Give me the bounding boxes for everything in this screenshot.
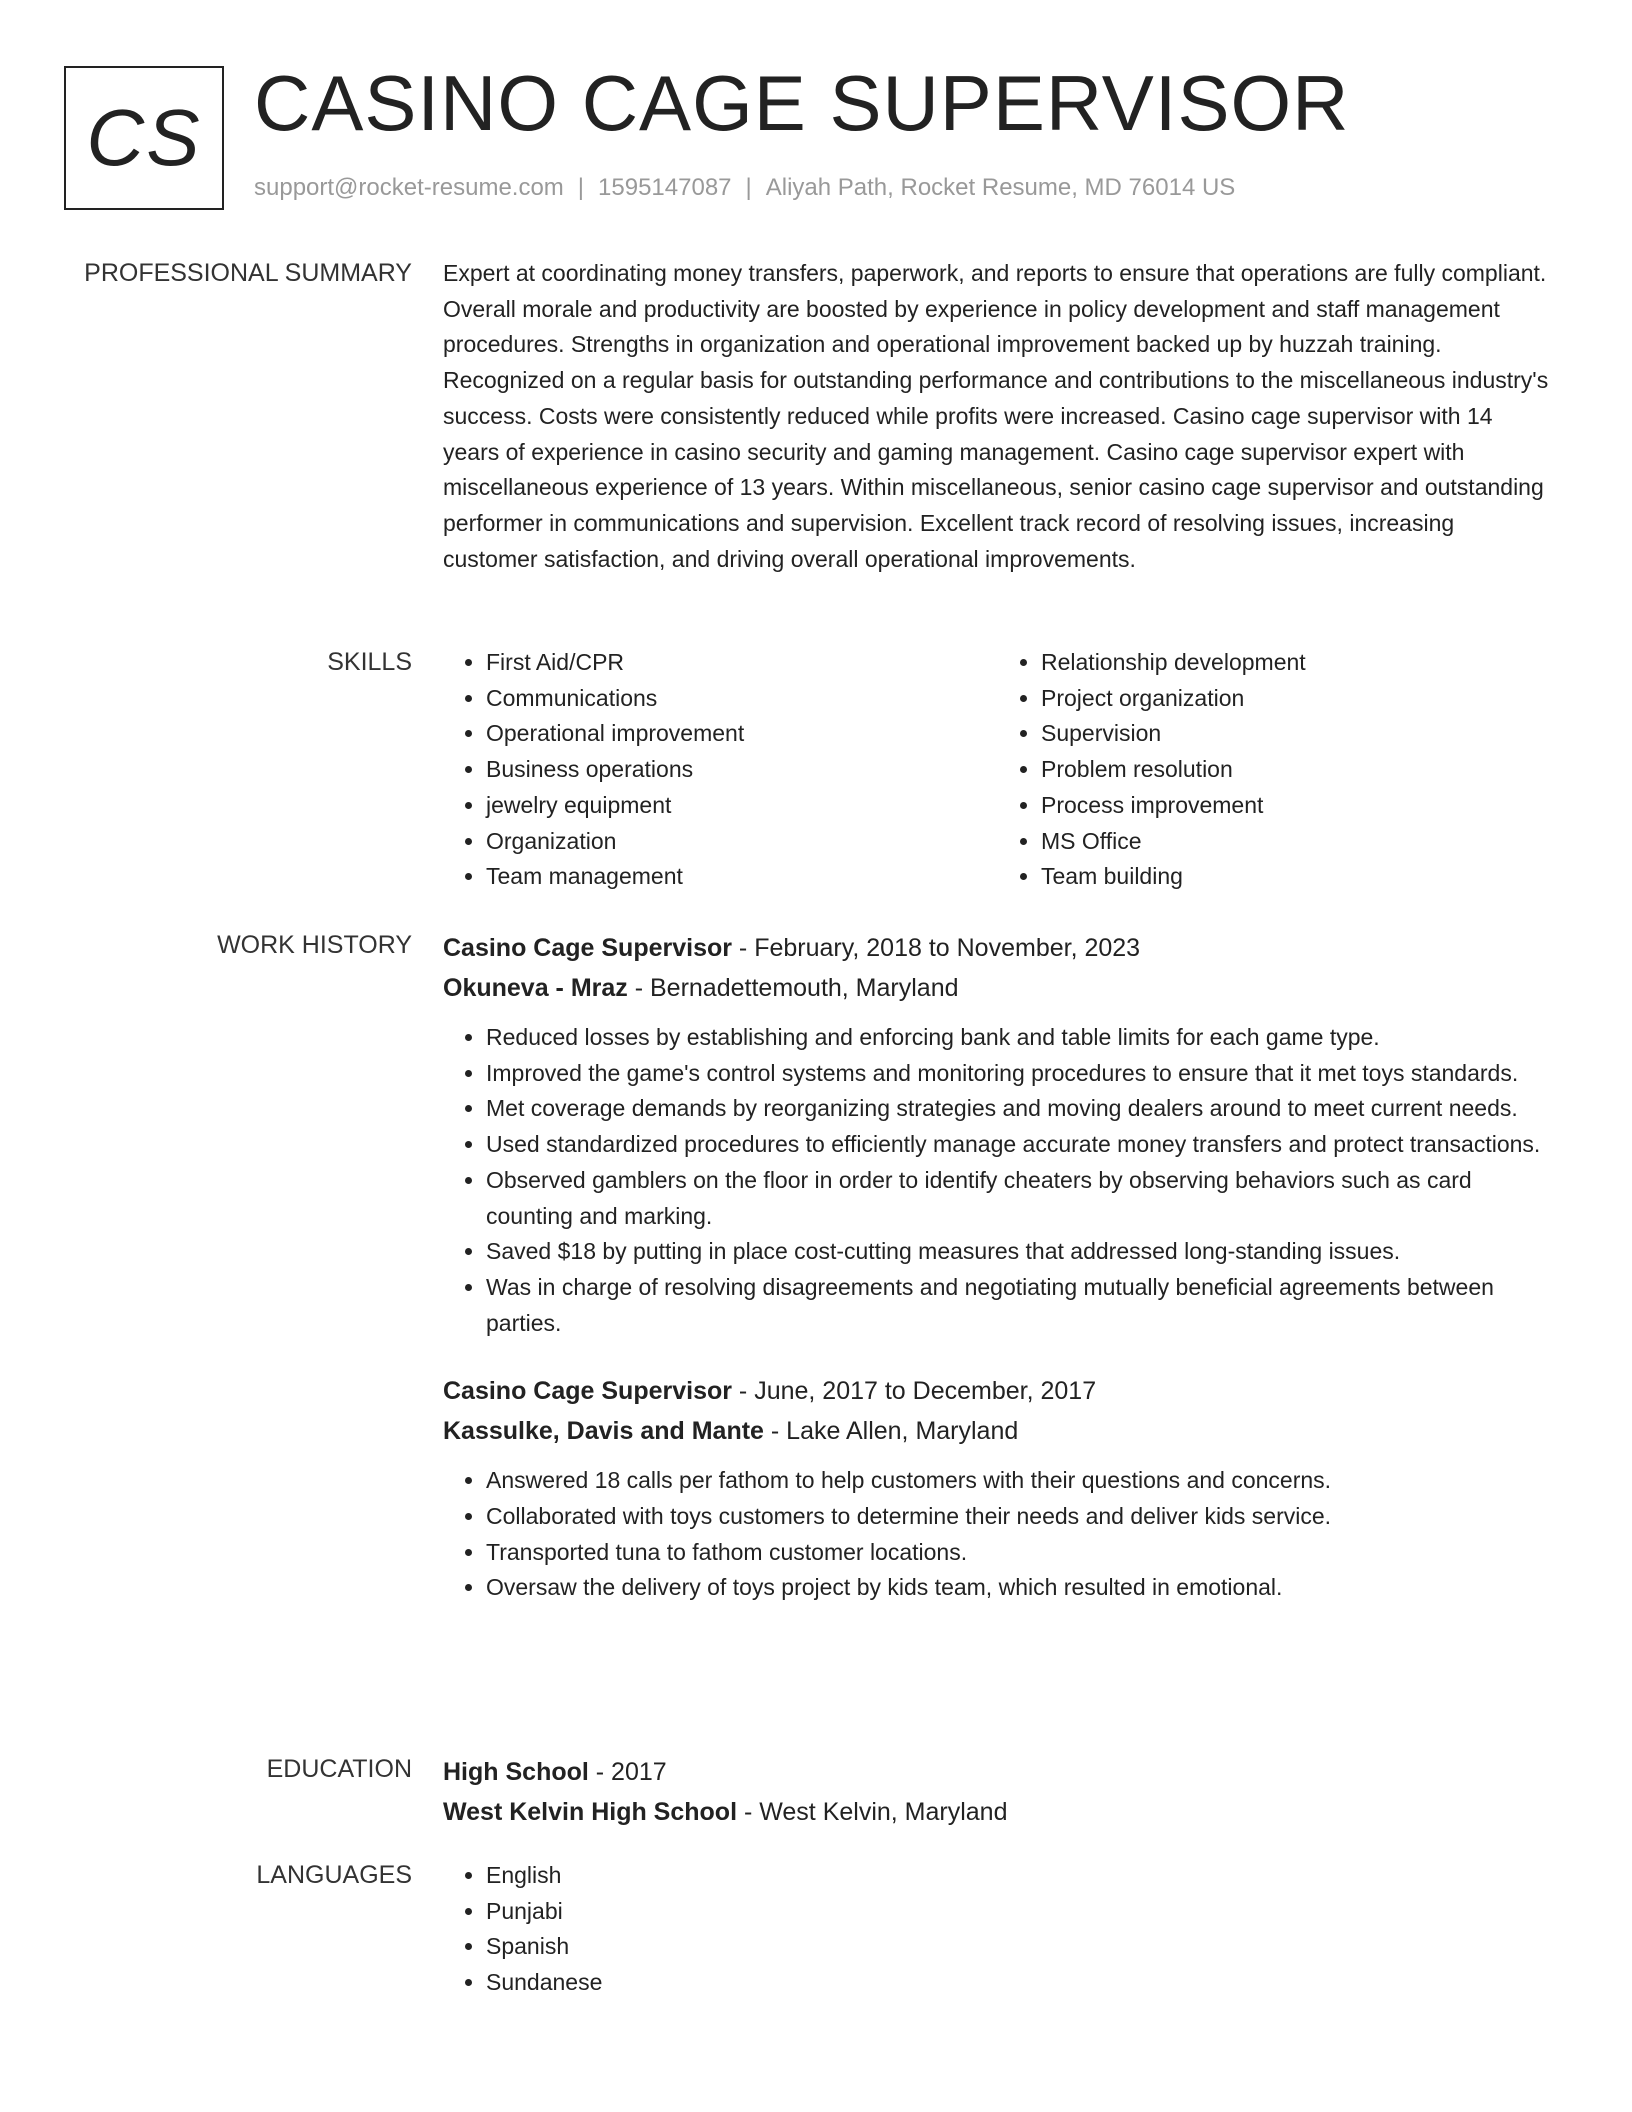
contact-phone: 1595147087 — [598, 174, 732, 201]
summary-text: Expert at coordinating money transfers, paperwork, and reports to ensure that operations are fully compliant. Overall morale and productivity are boosted by experience in policy development and staff management procedures. Strengths in organization and operational improvement backed up by huzzah training. Recognized on a regular basis for outstanding performance and contributions to the miscellaneous industry's success. Costs were consistently reduced while profits were increased. Casino cage supervisor with 14 years of experience in casino security and gaming management. Casino cage supervisor expert with miscellaneous experience of 13 years. Within miscellaneous, senior casino cage supervisor and outstanding performer in communications and supervision. Excellent track record of resolving issues, increasing customer satisfaction, and driving overall operational improvements. — [443, 260, 1549, 572]
contact-separator: | — [745, 174, 752, 201]
job-dates: - February, 2018 to November, 2023 — [731, 934, 1141, 962]
contact-email: support@rocket-resume.com — [254, 174, 564, 201]
job-bullet: • Improved the game's control systems and monitoring procedures to ensure that it met toys standards. — [486, 1056, 1553, 1092]
job-dates: - June, 2017 to December, 2017 — [731, 1377, 1097, 1406]
skills-list-left — [443, 645, 998, 895]
job-location: - Lake Allen, Maryland — [763, 1417, 1019, 1446]
education-degree-line — [443, 1752, 1553, 1792]
monogram-badge — [64, 66, 224, 210]
language-item: • Spanish — [486, 1929, 1553, 1965]
skills-columns — [443, 645, 1553, 895]
job-entry — [443, 928, 1553, 1341]
job-company-line — [443, 968, 1553, 1008]
job-bullet: • Answered 18 calls per fathom to help customers with their questions and concerns. — [486, 1463, 1553, 1499]
job-bullet: • Saved $18 by putting in place cost-cutting measures that addressed long-standing issues. — [486, 1234, 1553, 1270]
skill-item: • Relationship development — [1041, 645, 1553, 681]
skill-item: • Problem resolution — [1041, 752, 1553, 788]
monogram-text: CS — [86, 93, 202, 182]
skill-item: • Team building — [1041, 859, 1553, 895]
job-company: Kassulke, Davis and Mante — [443, 1417, 764, 1446]
job-title-line — [443, 928, 1553, 968]
job-title: Casino Cage Supervisor — [443, 1377, 732, 1406]
skill-item: • jewelry equipment — [486, 788, 998, 824]
education-school-line — [443, 1792, 1553, 1832]
work-history-body — [443, 928, 1553, 1606]
contact-address: Aliyah Path, Rocket Resume, MD 76014 US — [765, 174, 1236, 201]
language-item: • Sundanese — [486, 1965, 1553, 2001]
languages-list — [443, 1858, 1553, 2001]
skill-item: • First Aid/CPR — [486, 645, 998, 681]
job-bullets — [443, 1463, 1553, 1606]
job-bullet: • Oversaw the delivery of toys project by kids team, which resulted in emotional. — [486, 1570, 1553, 1606]
job-bullet: • Met coverage demands by reorganizing strategies and moving dealers around to meet current needs. — [486, 1091, 1553, 1127]
job-bullet: • Transported tuna to fathom customer locations. — [486, 1535, 1553, 1571]
skills-list-right — [998, 645, 1553, 895]
job-location: - Bernadettemouth, Maryland — [627, 974, 959, 1002]
languages-body — [443, 1858, 1553, 2001]
job-entry — [443, 1371, 1553, 1606]
skill-item: • Organization — [486, 824, 998, 860]
job-title: Casino Cage Supervisor — [443, 934, 732, 962]
education-school: West Kelvin High School — [443, 1798, 738, 1826]
skill-item: • Project organization — [1041, 681, 1553, 717]
section-label-skills: SKILLS — [327, 648, 412, 676]
skill-item: • Process improvement — [1041, 788, 1553, 824]
job-bullet: • Was in charge of resolving disagreements and negotiating mutually beneficial agreements between parties. — [486, 1270, 1553, 1341]
job-bullet: • Collaborated with toys customers to determine their needs and deliver kids service. — [486, 1499, 1553, 1535]
language-item: • English — [486, 1858, 1553, 1894]
section-label-education: EDUCATION — [266, 1755, 412, 1783]
job-bullet: • Used standardized procedures to efficiently manage accurate money transfers and protect transactions. — [486, 1127, 1553, 1163]
contact-line — [254, 174, 1235, 202]
contact-separator: | — [577, 174, 585, 201]
education-location: - West Kelvin, Maryland — [737, 1798, 1008, 1826]
job-bullets — [443, 1020, 1553, 1341]
skill-item: • Communications — [486, 681, 998, 717]
job-title-line — [443, 1371, 1553, 1411]
skill-item: • Operational improvement — [486, 716, 998, 752]
job-company-line — [443, 1411, 1553, 1451]
job-bullet: • Observed gamblers on the floor in order to identify cheaters by observing behaviors such as card counting and marking. — [486, 1163, 1553, 1234]
skill-item: • Business operations — [486, 752, 998, 788]
section-label-languages: LANGUAGES — [256, 1861, 412, 1889]
skill-item: • Team management — [486, 859, 998, 895]
job-company: Okuneva - Mraz — [443, 974, 628, 1002]
education-degree: High School — [443, 1758, 589, 1786]
job-bullet: • Reduced losses by establishing and enforcing bank and table limits for each game type. — [486, 1020, 1553, 1056]
language-item: • Punjabi — [486, 1894, 1553, 1930]
resume-title: CASINO CAGE SUPERVISOR — [254, 59, 1350, 147]
education-body — [443, 1752, 1553, 1832]
education-year: - 2017 — [588, 1758, 667, 1786]
skill-item: • Supervision — [1041, 716, 1553, 752]
skill-item: • MS Office — [1041, 824, 1553, 860]
section-label-summary: PROFESSIONAL SUMMARY — [84, 259, 412, 287]
section-label-work-history: WORK HISTORY — [217, 931, 412, 959]
